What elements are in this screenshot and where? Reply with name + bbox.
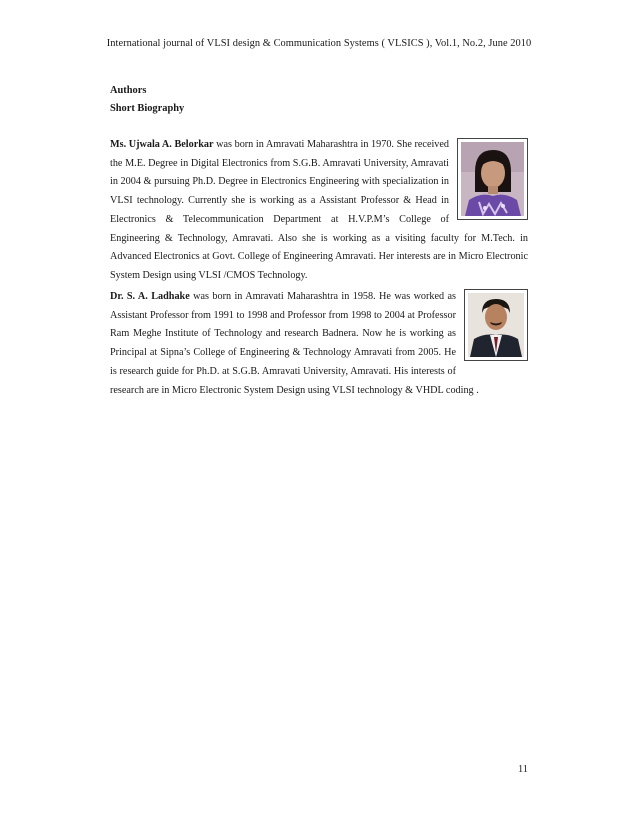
- author-bio-text-1: was born in Amravati Maharashtra in 1970. She received the M.E. Degree in Digital Electronics from S.G.B. Amravati University, Amravati in 2004 & pursuing Ph.D. Degree in Electronics Engineering with specialization in VLSI technology. Currently she is working as a Assistant Professor & Head in Electronics & Telecommunication Department at H.V.P.M’s College of Engineering & Technology, Amravati. Also she is working as a visiting faculty for M.Tech. in Advanced Electronics at Govt. College of Engineering Amravati. Her interests are in Micro Electronic System Design using VLSI /CMOS Technology.: [110, 139, 528, 281]
- section-subtitle: Short Biography: [110, 103, 185, 114]
- author-name-2: Dr. S. A. Ladhake: [110, 291, 190, 302]
- page-number: 11: [517, 764, 528, 775]
- running-header: International journal of VLSI design & Communication Systems ( VLSICS ), Vol.1, No.2, June 2010: [106, 38, 532, 49]
- author-bio-1: [110, 136, 528, 286]
- section-title: Authors: [110, 85, 147, 96]
- author-bio-2: [110, 288, 528, 400]
- author-photo-1: [457, 138, 528, 220]
- author-photo-2: [464, 289, 528, 361]
- author-name-1: Ms. Ujwala A. Belorkar: [110, 139, 214, 150]
- author-bio-text-2: was born in Amravati Maharashtra in 1958. He was worked as Assistant Professor from 1991 to 1998 and Professor from 1998 to 2004 at Professor Ram Meghe Institute of Technology and research Badnera. Now he is working as Principal at Sipna’s College of Engineering & Technology Amravati from 2005. He is research guide for Ph.D. at S.G.B. Amravati University, Amravati. His interests of research are in Micro Electronic System Design using VLSI technology & VHDL coding .: [110, 291, 479, 396]
